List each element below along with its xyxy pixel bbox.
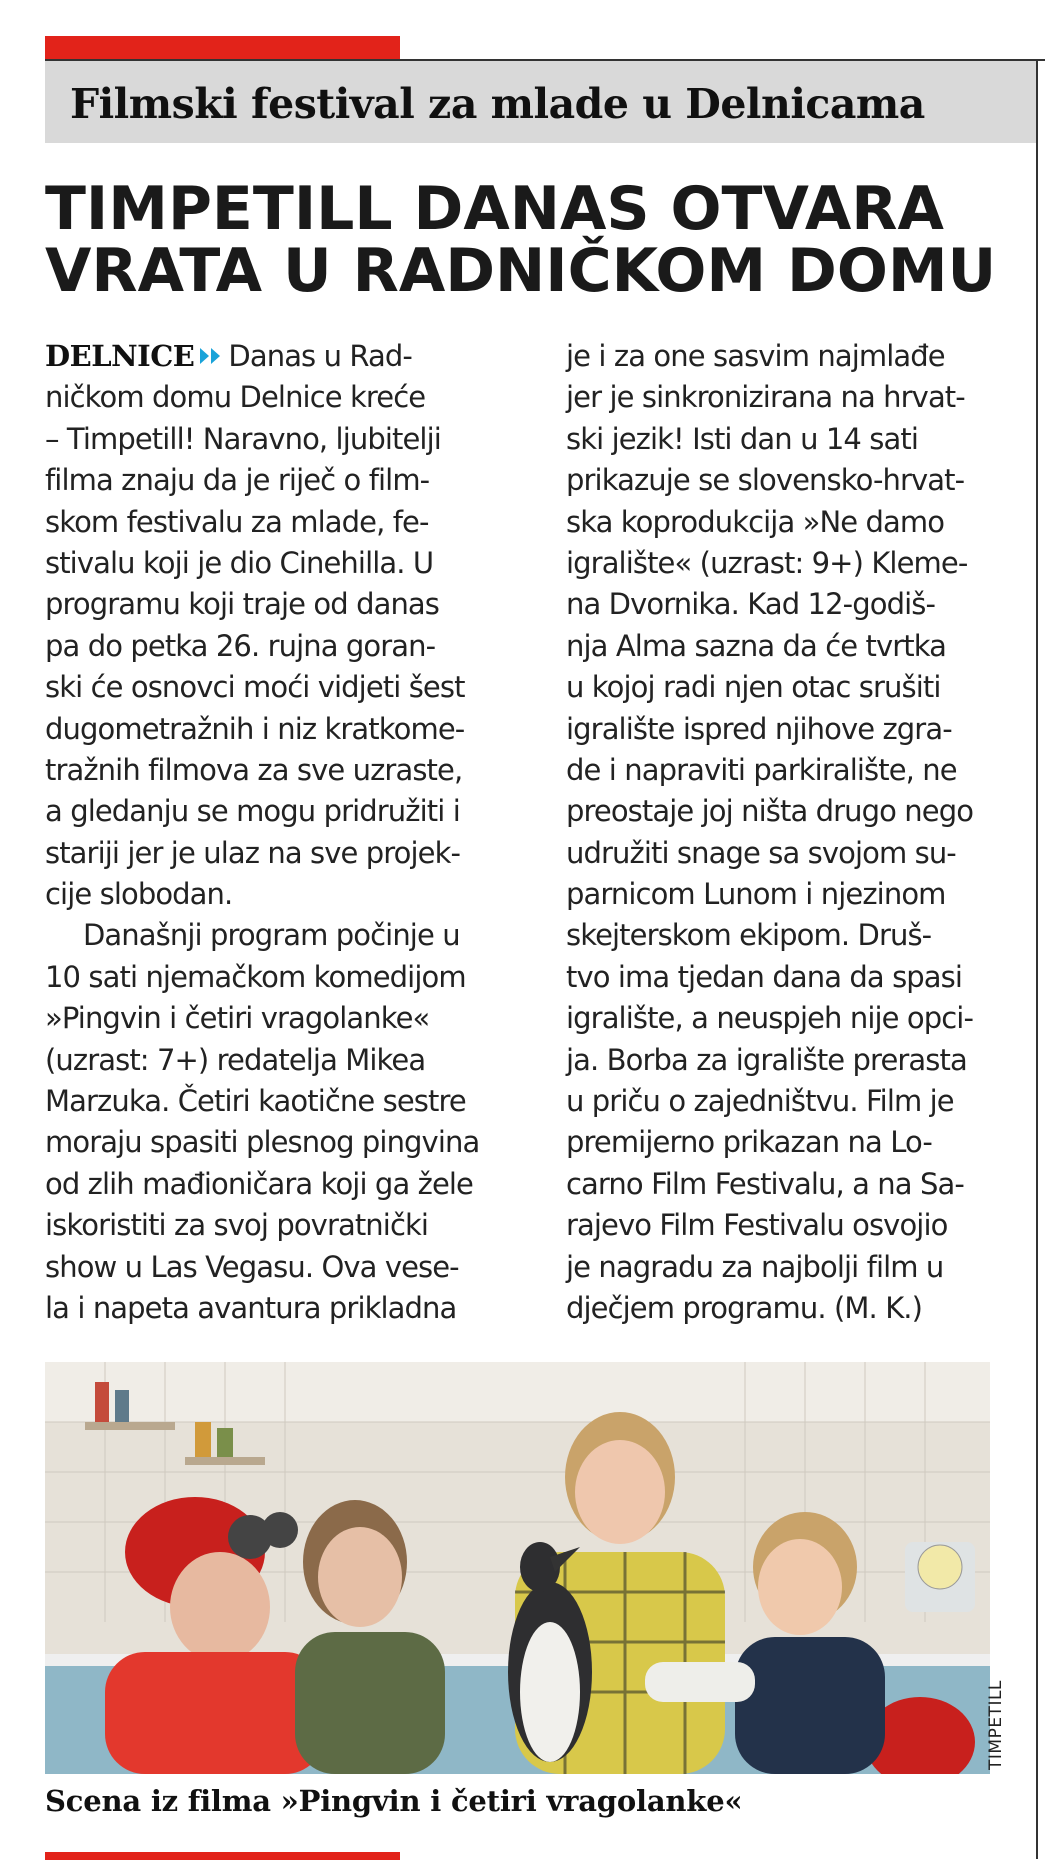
text-line: skejterskom ekipom. Druš-: [566, 918, 932, 953]
article-text: Danas u Rad-: [228, 339, 412, 373]
text-line: »Pingvin i četiri vragolanke«: [45, 1001, 430, 1036]
text-line: na Dvornika. Kad 12-godiš-: [566, 587, 936, 622]
text-line: la i napeta avantura prikladna: [45, 1290, 457, 1325]
frame-rule-right: [1036, 59, 1038, 1859]
text-line: dugometražnih i niz kratkome-: [45, 711, 465, 746]
film-scene-photo: [45, 1362, 990, 1774]
text-line: prikazuje se slovensko-hrvat-: [566, 463, 965, 498]
text-line: pa do petka 26. rujna goran-: [45, 628, 436, 663]
headline-line-2: VRATA U RADNIČKOM DOMU: [45, 236, 997, 306]
text-line: stivalu koji je dio Cinehilla. U: [45, 545, 434, 580]
text-line: show u Las Vegasu. Ova vese-: [45, 1249, 459, 1284]
article-first-line: [45, 336, 525, 377]
text-line: ski jezik! Isti dan u 14 sati: [566, 421, 919, 456]
text-line: ski će osnovci moći vidjeti šest: [45, 670, 465, 705]
text-line: cije slobodan.: [45, 877, 233, 912]
text-line: udružiti snage sa svojom su-: [566, 835, 956, 870]
text-line: ja. Borba za igralište prerasta: [566, 1042, 967, 1077]
text-line: od zlih mađioničara koji ga žele: [45, 1166, 473, 1201]
text-line: ničkom domu Delnice kreće: [45, 380, 426, 415]
dateline: DELNICE: [45, 339, 195, 373]
accent-bar-top: [45, 36, 400, 60]
text-line: preostaje joj ništa drugo nego: [566, 794, 974, 829]
text-line: iskoristiti za svoj povratnički: [45, 1208, 429, 1243]
text-line: rajevo Film Festivalu osvojio: [566, 1208, 948, 1243]
text-line: Marzuka. Četiri kaotične sestre: [45, 1084, 466, 1119]
text-line: 10 sati njemačkom komedijom: [45, 959, 466, 994]
text-line: premijerno prikazan na Lo-: [566, 1125, 932, 1160]
text-line: (uzrast: 7+) redatelja Mikea: [45, 1042, 426, 1077]
text-line: carno Film Festivalu, a na Sa-: [566, 1166, 964, 1201]
text-line: je nagradu za najbolji film u: [566, 1249, 944, 1284]
text-line: skom festivalu za mlade, fe-: [45, 504, 429, 539]
text-line: tražnih filmova za sve uzraste,: [45, 752, 463, 787]
photo-credit: TIMPETILL: [986, 1680, 1006, 1770]
accent-bar-bottom: [45, 1852, 400, 1860]
text-line: Današnji program počinje u: [83, 918, 460, 953]
text-line: igralište, a neuspjeh nije opci-: [566, 1001, 974, 1036]
text-line: u kojoj radi njen otac srušiti: [566, 670, 941, 705]
text-line: – Timpetill! Naravno, ljubitelji: [45, 421, 441, 456]
text-line: ska koprodukcija »Ne damo: [566, 504, 945, 539]
photo-illustration: [45, 1362, 990, 1774]
text-line: jer je sinkronizirana na hrvat-: [566, 380, 965, 415]
photo-caption: Scena iz filma »Pingvin i četiri vragolanke«: [45, 1784, 743, 1818]
text-line: de i napraviti parkiralište, ne: [566, 752, 957, 787]
text-line: igralište ispred njihove zgra-: [566, 711, 952, 746]
article-column-right: [566, 336, 1021, 1329]
kicker: Filmski festival za mlade u Delnicama: [70, 80, 925, 128]
text-line: a gledanju se mogu pridružiti i: [45, 794, 460, 829]
text-line: programu koji traje od danas: [45, 587, 440, 622]
double-chevron-right-icon: [198, 346, 224, 366]
text-line: tvo ima tjedan dana da spasi: [566, 959, 963, 994]
headline-line-1: TIMPETILL DANAS OTVARA: [45, 174, 944, 244]
text-line: parnicom Lunom i njezinom: [566, 877, 946, 912]
text-line: stariji jer je ulaz na sve projek-: [45, 835, 461, 870]
text-line: je i za one sasvim najmlađe: [566, 339, 945, 373]
text-line: nja Alma sazna da će tvrtka: [566, 628, 947, 663]
text-line: moraju spasiti plesnog pingvina: [45, 1125, 480, 1160]
text-line: filma znaju da je riječ o film-: [45, 463, 430, 498]
headline: [45, 174, 1025, 306]
text-line: dječjem programu. (M. K.): [566, 1290, 923, 1325]
article-column-left: [45, 336, 525, 1329]
text-line: u priču o zajedništvu. Film je: [566, 1084, 954, 1119]
text-line: igralište« (uzrast: 9+) Kleme-: [566, 545, 968, 580]
